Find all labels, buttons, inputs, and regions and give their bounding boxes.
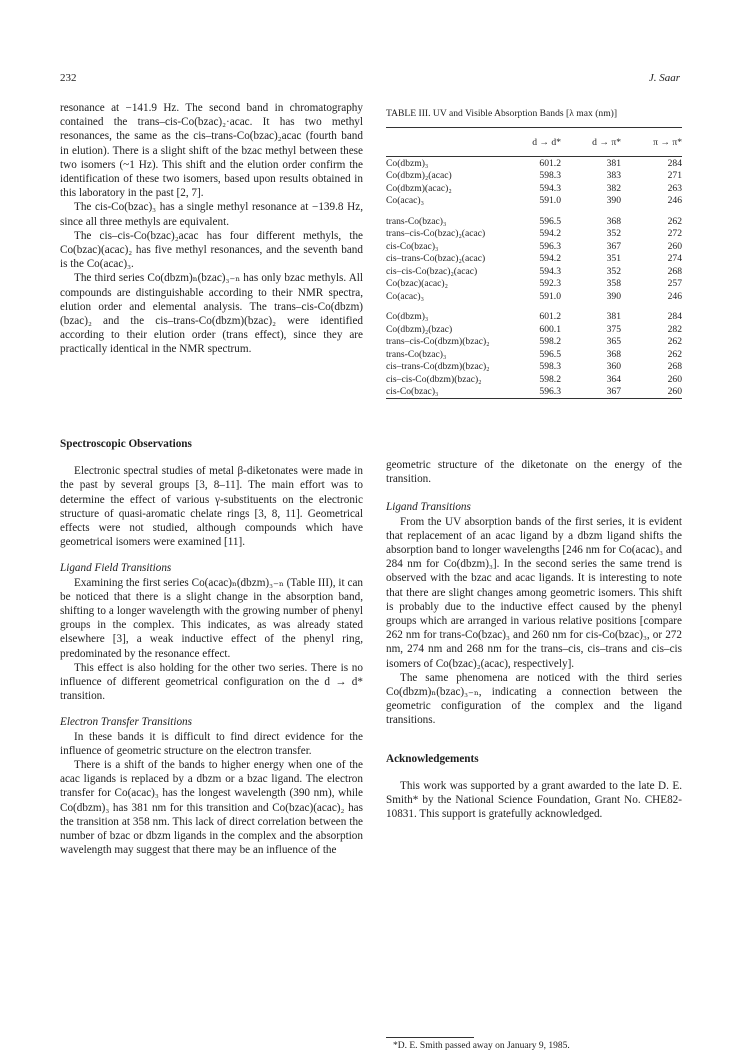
value-cell: 596.5: [539, 215, 561, 227]
value-cell: 598.2: [539, 336, 561, 348]
table-row: [386, 157, 682, 170]
paragraph-electron-transfer-2: There is a shift of the bands to higher energy when one of the acac ligands is replaced by a dbzm or a bzac ligand. The electron transfer for Co(acac)₃ has the longest wavelength (390 nm), while Co(dbzm)₃ has 381 nm for this transition and Co(bzac)(acac)₂ has the transition at 358 nm. This lack of direct correlation between the number of bzac or dbzm ligands in the complex and the absorption wavelength may suggest that there may be an influence of the: [60, 759, 363, 857]
value-cell: 601.2: [539, 311, 561, 323]
table-row: [386, 311, 682, 324]
value-cell: 271: [667, 170, 682, 182]
table-row: [386, 170, 682, 183]
compound-cell: cis–trans-Co(dbzm)(bzac)₂: [386, 361, 490, 373]
value-cell: 598.3: [539, 170, 561, 182]
table-header-cell: d → π*: [561, 128, 621, 157]
table-row: [386, 278, 682, 291]
paragraph-electron-transfer-1: In these bands it is difficult to find direct evidence for the influence of geometric structure on the electron transfer.: [60, 730, 363, 757]
compound-cell: Co(acac)₃: [386, 290, 424, 302]
paragraph-third-series: The third series Co(dbzm)ₙ(bzac)₃₋ₙ has only bzac methyls. All compounds are distinguishable according to their NMR spectra, elution order and elemental analysis. The trans–cis-Co(dbzm)(bzac)₂ and the cis–trans-Co(dbzm)(bzac)₂ were identified according to their elution order (trans effect), since they are practically identical in the NMR spectrum.: [60, 272, 363, 356]
value-cell: 284: [667, 157, 682, 169]
value-cell: 594.3: [539, 265, 561, 277]
value-cell: 364: [606, 373, 621, 385]
footnote-rule: [386, 1037, 474, 1038]
table-group-spacer: [386, 207, 682, 215]
paragraph-ligand-field-2: This effect is also holding for the other two series. There is no influence of different geometrical configuration on the d → d* transition.: [60, 661, 363, 703]
value-cell: 274: [667, 253, 682, 265]
heading-ligand-transitions: Ligand Transitions: [386, 501, 471, 514]
heading-ligand-field-transitions: Ligand Field Transitions: [60, 562, 172, 575]
value-cell: 246: [667, 195, 682, 207]
table-body: [386, 157, 682, 399]
table-header-cell: [386, 128, 504, 157]
table-row: [386, 373, 682, 386]
paragraph-ligand-field-1: Examining the first series Co(acac)ₙ(dbzm)₃₋ₙ (Table III), it can be noticed that there is a slight change in the absorption band, shifting to a longer wavelength with the growing number of phenyl groups in the complex. This indicates, as was already stated elsewhere [3], a weak inductive effect of the phenyl ring, predominated by the resonance effect.: [60, 576, 363, 660]
value-cell: 598.3: [539, 361, 561, 373]
table-group-spacer: [386, 303, 682, 311]
value-cell: 257: [667, 278, 682, 290]
value-cell: 360: [606, 361, 621, 373]
compound-cell: cis-Co(bzac)₃: [386, 386, 504, 399]
value-cell: 381: [606, 157, 621, 169]
paragraph-cis-bzac: The cis-Co(bzac)₃ has a single methyl resonance at −139.8 Hz, since all three methyls are equivalent.: [60, 201, 363, 228]
table-spacer-cell: [386, 303, 682, 311]
heading-electron-transfer: Electron Transfer Transitions: [60, 716, 192, 729]
running-author: J. Saar: [648, 72, 680, 84]
paragraph-acknowledgements: This work was supported by a grant awarded to the late D. E. Smith* by the National Science Foundation, Grant No. CHE82-10831. This support is gratefully acknowledged.: [386, 779, 682, 821]
value-cell: 368: [606, 348, 621, 360]
value-cell: 592.3: [539, 278, 561, 290]
compound-cell: cis-Co(bzac)₃: [386, 240, 439, 252]
compound-cell: trans–cis-Co(dbzm)(bzac)₂: [386, 336, 490, 348]
table-row: [386, 215, 682, 228]
table-row: [386, 228, 682, 241]
compound-cell: Co(acac)₃: [386, 195, 424, 207]
paragraph-spectral-studies: Electronic spectral studies of metal β-diketonates were made in the past by several groups [3, 8–11]. The main effort was to determine the effect of various γ-substituents on the electronic structure of quasi-aromatic chelate rings [3, 8, 11]. Geometrical effects were not studied, although compounds which have geometrical isomers were examined [11].: [60, 465, 363, 549]
compound-cell: Co(dbzm)(acac)₂: [386, 182, 452, 194]
table-row: [386, 361, 682, 374]
compound-cell: cis–cis-Co(bzac)₂(acac): [386, 265, 478, 277]
heading-acknowledgements: Acknowledgements: [386, 752, 479, 765]
value-cell: 272: [667, 228, 682, 240]
table-header-cell: π → π*: [621, 128, 682, 157]
value-cell: 591.0: [539, 195, 561, 207]
absorption-table: [386, 127, 682, 399]
compound-cell: Co(dbzm)₂(bzac): [386, 323, 453, 335]
table-caption: TABLE III. UV and Visible Absorption Bands [λ max (nm)]: [386, 108, 618, 119]
table-row: [386, 240, 682, 253]
compound-cell: Co(bzac)(acac)₂: [386, 278, 448, 290]
table-row: [386, 253, 682, 266]
left-column-bottom: [60, 437, 363, 857]
value-cell: 284: [667, 311, 682, 323]
table-header-cell: d → d*: [504, 128, 561, 157]
paragraph-ligand-transitions-2: The same phenomena are noticed with the third series Co(dbzm)ₙ(bzac)₃₋ₙ, indicating a connection between the geometric configuration of the complex and the ligand transitions.: [386, 671, 682, 727]
value-cell: 596.3: [504, 386, 561, 399]
table-row: [386, 348, 682, 361]
table-row: [386, 323, 682, 336]
footnote: *D. E. Smith passed away on January 9, 1985.: [393, 1041, 570, 1051]
page-number: 232: [60, 72, 77, 84]
paragraph-continuation: geometric structure of the diketonate on the energy of the transition.: [386, 459, 682, 486]
heading-spectroscopic-observations: Spectroscopic Observations: [60, 438, 192, 450]
value-cell: 382: [606, 182, 621, 194]
value-cell: 390: [606, 195, 621, 207]
table-row: [386, 182, 682, 195]
table-header-row: [386, 128, 682, 157]
table-row: [386, 336, 682, 349]
value-cell: 381: [606, 311, 621, 323]
compound-cell: Co(dbzm)₃: [386, 157, 429, 169]
left-column-top: [60, 101, 363, 357]
value-cell: 598.2: [539, 373, 561, 385]
value-cell: 365: [606, 336, 621, 348]
table-row: [386, 290, 682, 303]
value-cell: 260: [621, 386, 682, 399]
compound-cell: cis–trans-Co(bzac)₂(acac): [386, 253, 486, 265]
value-cell: 352: [606, 265, 621, 277]
value-cell: 367: [606, 240, 621, 252]
value-cell: 600.1: [539, 323, 561, 335]
compound-cell: trans-Co(bzac)₃: [386, 215, 447, 227]
value-cell: 282: [667, 323, 682, 335]
compound-cell: trans–cis-Co(bzac)₂(acac): [386, 228, 486, 240]
value-cell: 260: [667, 240, 682, 252]
value-cell: 262: [667, 348, 682, 360]
value-cell: 351: [606, 253, 621, 265]
value-cell: 383: [606, 170, 621, 182]
value-cell: 260: [667, 373, 682, 385]
value-cell: 268: [667, 265, 682, 277]
table-row: [386, 265, 682, 278]
compound-cell: trans-Co(bzac)₃: [386, 348, 447, 360]
value-cell: 596.3: [539, 240, 561, 252]
value-cell: 594.2: [539, 253, 561, 265]
value-cell: 263: [667, 182, 682, 194]
paragraph-ligand-transitions-1: From the UV absorption bands of the first series, it is evident that replacement of an acac ligand by a dbzm ligand shifts the absorption band to longer wavelengths [246 nm for Co(acac)₃ and 284 nm for Co(dbzm)₃]. In the second series the same trend is observed with the bzac and acac ligands. It is interesting to note that there are slight changes among geometric isomers. This shift is probably due to the inductive effect caused by the phenyl groups which are arranged in various relative positions [compare 262 nm for trans-Co(bzac)₃ and 260 nm for cis-Co(bzac)₃, or 272 nm, 274 nm and 268 nm for the trans–cis, cis–trans and cis–cis isomers of Co(bzac)₂(acac), respectively].: [386, 515, 682, 670]
value-cell: 367: [561, 386, 621, 399]
value-cell: 368: [606, 215, 621, 227]
value-cell: 390: [606, 290, 621, 302]
compound-cell: cis–cis-Co(dbzm)(bzac)₂: [386, 373, 482, 385]
value-cell: 591.0: [539, 290, 561, 302]
value-cell: 375: [606, 323, 621, 335]
paragraph-nmr-resonance: resonance at −141.9 Hz. The second band in chromatography contained the trans–cis-Co(bzac)₂·acac. It has two methyl resonances, the same as the cis–trans-Co(bzac)₂acac (fourth band in elution). There is a slight shift of the bzac methyl between these two isomers (~1 Hz). This shift and the elution order confirm the identification of these two isomers, based upon results obtained in this laboratory in the past [2, 7].: [60, 102, 363, 200]
value-cell: 262: [667, 215, 682, 227]
table-row: [386, 386, 682, 399]
value-cell: 246: [667, 290, 682, 302]
table-spacer-cell: [386, 207, 682, 215]
right-column-text: [386, 458, 682, 821]
value-cell: 358: [606, 278, 621, 290]
value-cell: 352: [606, 228, 621, 240]
value-cell: 596.5: [539, 348, 561, 360]
paragraph-cis-cis: The cis–cis-Co(bzac)₂acac has four different methyls, the Co(bzac)(acac)₂ has five methyl resonances, and the seventh band is the Co(acac)₃.: [60, 229, 363, 271]
compound-cell: Co(dbzm)₂(acac): [386, 170, 452, 182]
value-cell: 594.3: [539, 182, 561, 194]
compound-cell: Co(dbzm)₃: [386, 311, 429, 323]
value-cell: 268: [667, 361, 682, 373]
value-cell: 601.2: [539, 157, 561, 169]
table-row: [386, 195, 682, 208]
value-cell: 262: [667, 336, 682, 348]
value-cell: 594.2: [539, 228, 561, 240]
